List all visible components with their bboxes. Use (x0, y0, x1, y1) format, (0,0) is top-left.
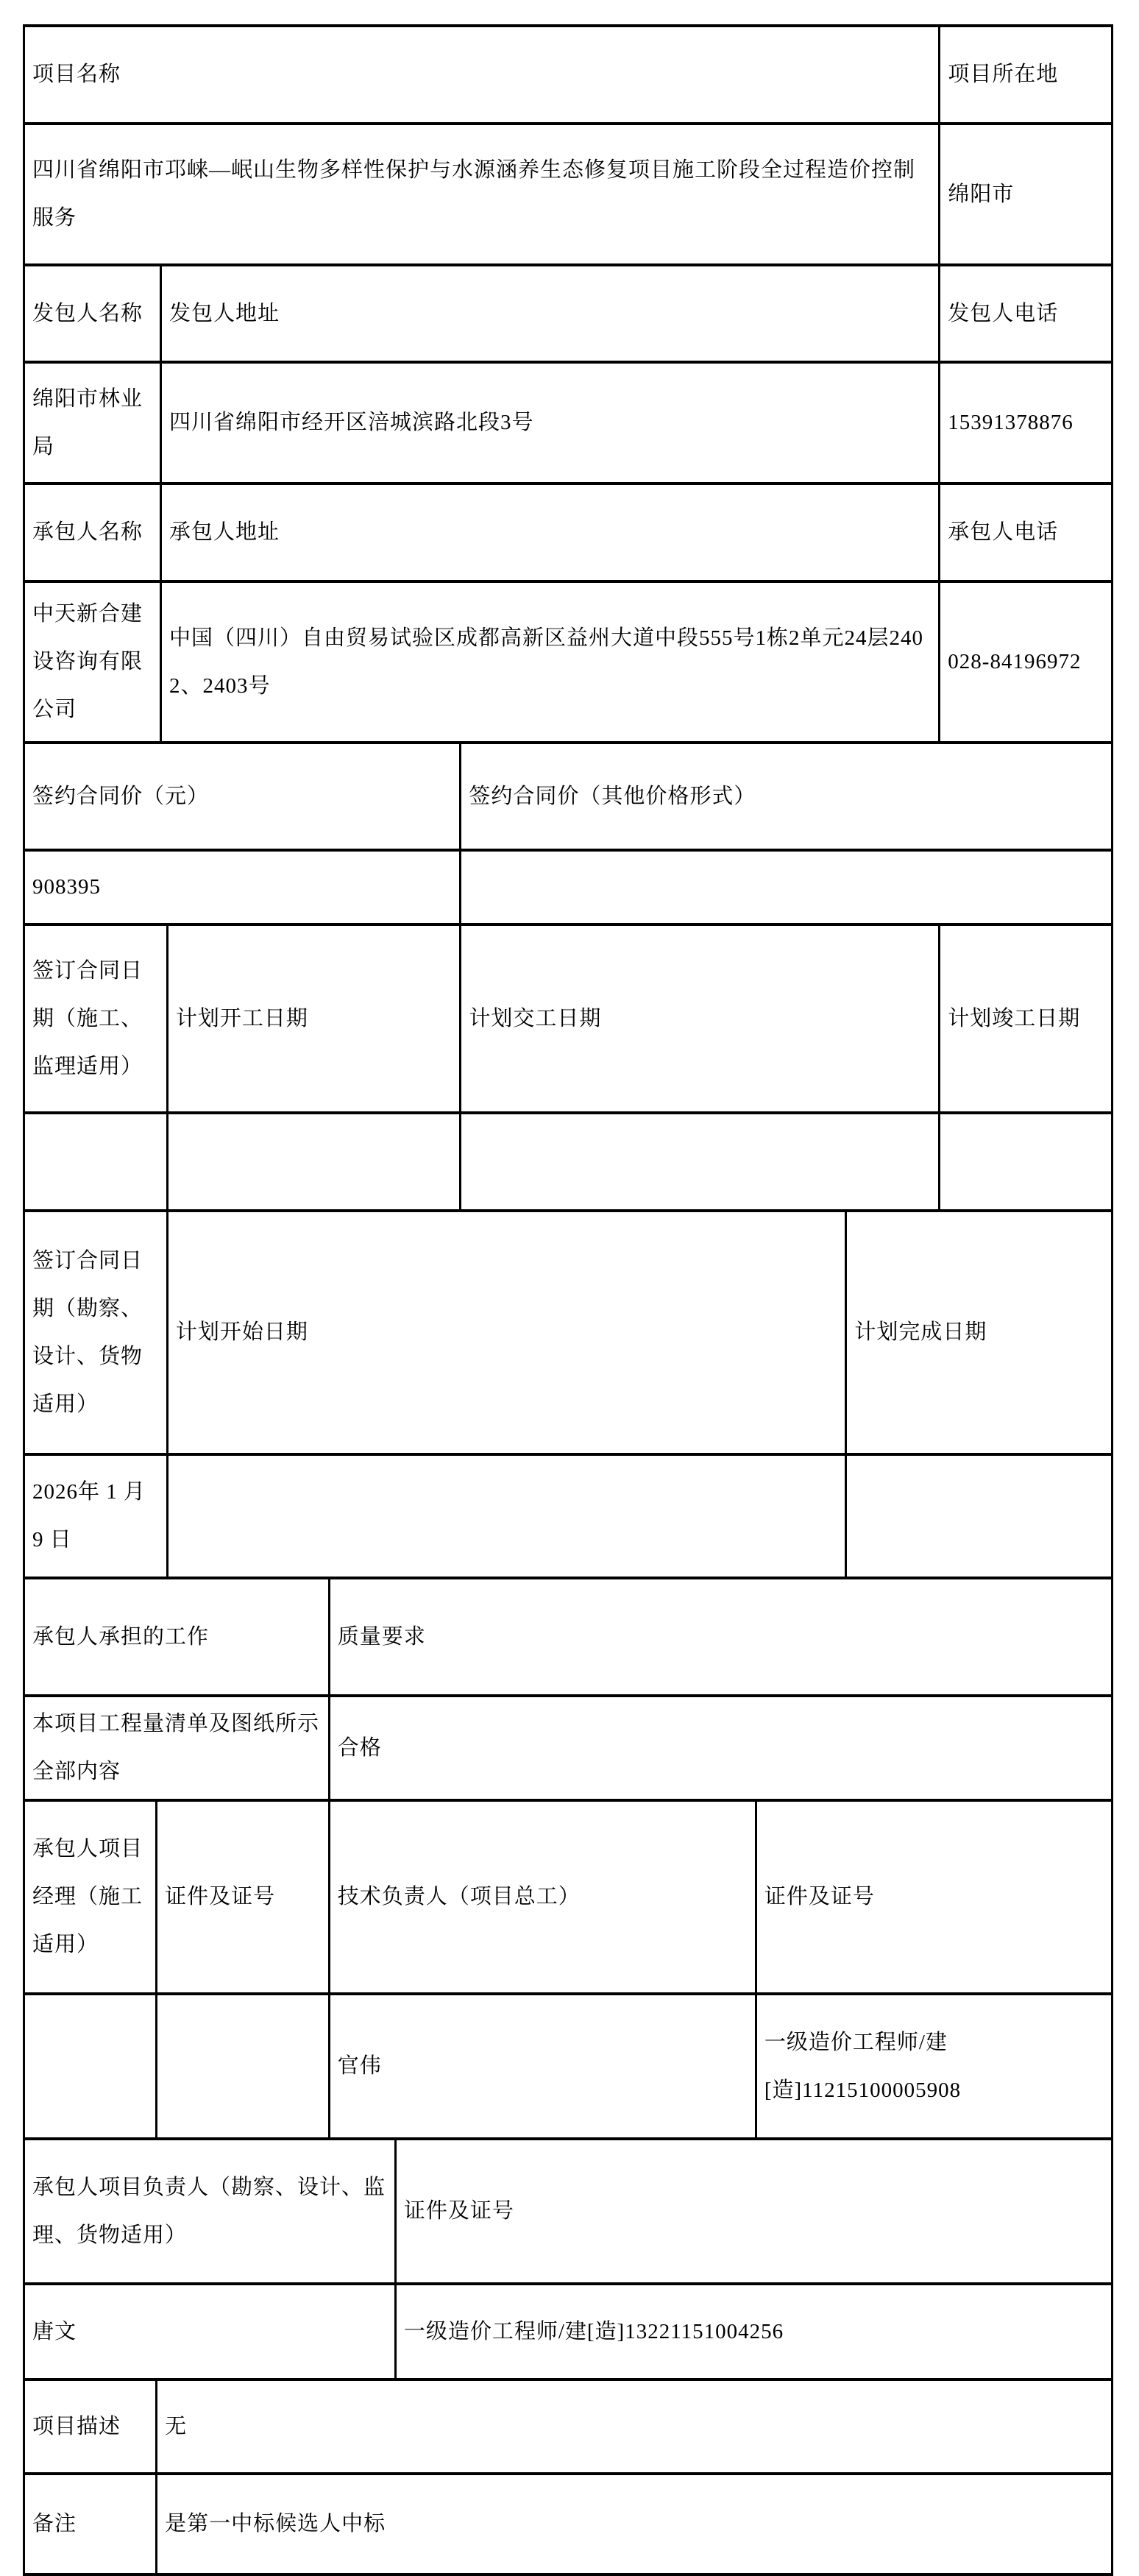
contractor-work-value: 本项目工程量清单及图纸所示全部内容 (32, 1712, 320, 1783)
table-row (25, 1456, 1111, 1579)
quality-requirement-label: 质量要求 (328, 1579, 1111, 1694)
project-description-value: 无 (155, 2381, 1111, 2472)
project-description-label: 项目描述 (32, 2414, 121, 2438)
employer-name-label: 发包人名称 (32, 301, 143, 325)
table-row (25, 852, 1111, 926)
table-row (25, 2140, 1111, 2285)
project-leader-label: 承包人项目负责人（勘察、设计、监理、货物适用） (32, 2175, 386, 2247)
contractor-phone-value: 028-84196972 (938, 583, 1111, 741)
sign-date-construction-label: 签订合同日期（施工、监理适用） (32, 958, 143, 1078)
project-location-label: 项目所在地 (938, 27, 1111, 122)
table-row (25, 2381, 1111, 2475)
table-row (25, 1212, 1111, 1456)
table-row (25, 926, 1111, 1114)
planned-finish-date-label: 计划完成日期 (845, 1212, 1111, 1453)
contractor-phone-label: 承包人电话 (938, 485, 1111, 580)
leader-certificate-value: 一级造价工程师/建[造]13221151004256 (394, 2285, 1111, 2378)
table-row (25, 364, 1111, 485)
table-row (25, 1802, 1111, 1995)
table-row (25, 2285, 1111, 2381)
project-manager-value (25, 1995, 155, 2137)
table-row (25, 266, 1111, 364)
contractor-name-value: 中天新合建设咨询有限公司 (32, 602, 143, 721)
employer-address-value: 四川省绵阳市经开区涪城滨路北段3号 (160, 364, 938, 482)
technical-director-certificate-value: 一级造价工程师/建[造]11215100005908 (755, 1995, 1111, 2137)
remarks-label: 备注 (32, 2512, 77, 2536)
contractor-address-label: 承包人地址 (160, 485, 938, 580)
leader-certificate-label: 证件及证号 (394, 2140, 1111, 2282)
planned-completion-date-value (938, 1114, 1111, 1209)
planned-finish-date-value (845, 1456, 1111, 1577)
contractor-address-value: 中国（四川）自由贸易试验区成都高新区益州大道中段555号1栋2单元24层2402、2403号 (160, 583, 938, 741)
table-row (25, 125, 1111, 266)
table-row (25, 27, 1111, 125)
table-row (25, 1995, 1111, 2140)
contractor-name-label: 承包人名称 (32, 520, 143, 544)
project-name-label: 项目名称 (32, 63, 121, 86)
planned-delivery-date-value (459, 1114, 938, 1209)
project-location-value: 绵阳市 (938, 125, 1111, 263)
contractor-work-label: 承包人承担的工作 (32, 1624, 210, 1649)
contract-info-table (23, 24, 1113, 2576)
planned-completion-date-label: 计划竣工日期 (938, 926, 1111, 1111)
manager-certificate-value (155, 1995, 328, 2137)
table-row (25, 744, 1111, 852)
table-row (25, 485, 1111, 583)
sign-date-survey-label: 签订合同日期（勘察、设计、货物适用） (32, 1248, 143, 1416)
planned-start-date-value (166, 1456, 845, 1577)
table-row (25, 2475, 1111, 2573)
table-row (25, 1579, 1111, 1697)
employer-name-value: 绵阳市林业局 (32, 386, 143, 459)
project-name-value: 四川省绵阳市邛崃—岷山生物多样性保护与水源涵养生态修复项目施工阶段全过程造价控制服务 (32, 158, 916, 230)
manager-certificate-label: 证件及证号 (155, 1802, 328, 1992)
technical-director-certificate-label: 证件及证号 (755, 1802, 1111, 1992)
table-row (25, 1114, 1111, 1212)
project-manager-label: 承包人项目经理（施工适用） (32, 1837, 143, 1956)
planned-commencement-date-label: 计划开工日期 (166, 926, 460, 1111)
sign-date-construction-value (25, 1114, 166, 1209)
employer-phone-label: 发包人电话 (938, 266, 1111, 361)
employer-address-label: 发包人地址 (160, 266, 938, 361)
contract-price-value: 908395 (32, 875, 101, 899)
planned-commencement-date-value (166, 1114, 460, 1209)
planned-delivery-date-label: 计划交工日期 (459, 926, 938, 1111)
planned-start-date-label: 计划开始日期 (166, 1212, 845, 1453)
employer-phone-value: 15391378876 (938, 364, 1111, 482)
quality-requirement-value: 合格 (328, 1697, 1111, 1799)
contract-price-label: 签约合同价（元） (32, 784, 210, 808)
technical-director-value: 官伟 (328, 1995, 755, 2137)
technical-director-label: 技术负责人（项目总工） (328, 1802, 755, 1992)
table-row (25, 1697, 1111, 1802)
project-leader-value: 唐文 (32, 2319, 77, 2343)
contract-price-other-form-value (459, 852, 1111, 923)
remarks-value: 是第一中标候选人中标 (155, 2475, 1111, 2573)
contract-price-other-form-label: 签约合同价（其他价格形式） (459, 744, 1111, 849)
sign-date-survey-value: 2026年 1 月 9 日 (32, 1480, 146, 1551)
table-row (25, 583, 1111, 744)
